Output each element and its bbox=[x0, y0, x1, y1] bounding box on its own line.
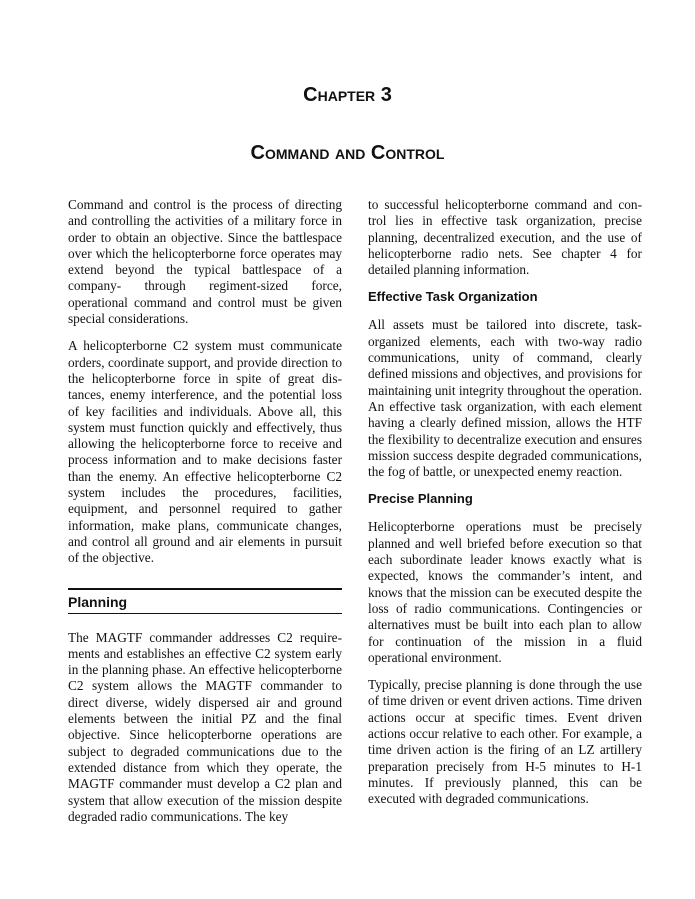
section-heading-planning: Planning bbox=[68, 588, 342, 614]
planning-paragraph: The MAGTF commander addresses C2 requirements and establishes an effective C2 system early in the planning phase. An effective helicopterborne C2 system allows the MAGTF commander to direct diverse, widely dispersed air and ground elements between the initial PZ and the final objective. Since helicopterborne operations are subject to degraded communications due to the extended distance from which they operate, the MAGTF commander must develop a C2 plan and system that allow execution of the mission despite degraded radio communications. The key bbox=[68, 629, 342, 824]
precise-planning-paragraph-1: Helicopterborne operations must be precisely planned and well briefed before execution so that each subordinate leader knows exactly what is expected, knows the commander’s intent, and knows that the mission can be executed despite the loss of radio communications. Contingencies or alternatives must be built into each plan to allow for continuation of the mission in a fluid operational environment. bbox=[368, 519, 642, 665]
chapter-title: Command and Control bbox=[250, 142, 445, 164]
right-column bbox=[368, 197, 642, 819]
subheading-precise-planning: Precise Planning bbox=[368, 491, 473, 507]
intro-paragraph-2: A helicopterborne C2 system must communicate orders, coordinate support, and provide direction to the helicopterborne force in spite of great distances, enemy interference, and the potential loss of key facilities and individuals. Above all, this system must function quickly and effectively, thus allowing the helicopterborne force to receive and process information and to make decisions faster than the enemy. An effective helicopterborne C2 system includes the procedures, facilities, equipment, and personnel required to gather information, make plans, communicate changes, and control all ground and air elements in pursuit of the objective. bbox=[68, 338, 342, 566]
chapter-number: Chapter 3 bbox=[303, 84, 392, 106]
left-column bbox=[68, 197, 342, 836]
intro-paragraph-1: Command and control is the process of directing and controlling the activities of a military force in order to obtain an objective. Since the battlespace over which the helicopterborne force operates may extend beyond the typical battlespace of a company- through regiment-sized force, operational command and control must be given special considerations. bbox=[68, 197, 342, 327]
continuation-paragraph: to successful helicopterborne command and control lies in effective task organization, precise planning, decentralized execution, and the use of helicopterborne radio nets. See chapter 4 for detailed planning information. bbox=[368, 197, 642, 278]
task-organization-paragraph: All assets must be tailored into discrete, task-organized elements, each with two-way radio communications, unity of command, clearly defined missions and objectives, and provisions for maintaining unit integrity throughout the operation. An effective task organization, with each element having a clearly defined mission, allows the HTF the flexibility to decentralize execution and ensures mission success despite degraded communications, the fog of battle, or unexpected enemy reaction. bbox=[368, 317, 643, 480]
precise-planning-paragraph-2: Typically, precise planning is done through the use of time driven or event driven actions. Time driven actions occur at specific times. Event driven actions occur relative to each other. For example, a time driven action is the firing of an LZ artillery preparation precisely from H-5 minutes to H-1 minutes. If previously planned, this can be executed with degraded communications. bbox=[368, 677, 642, 807]
subheading-effective-task-organization: Effective Task Organization bbox=[368, 289, 538, 305]
